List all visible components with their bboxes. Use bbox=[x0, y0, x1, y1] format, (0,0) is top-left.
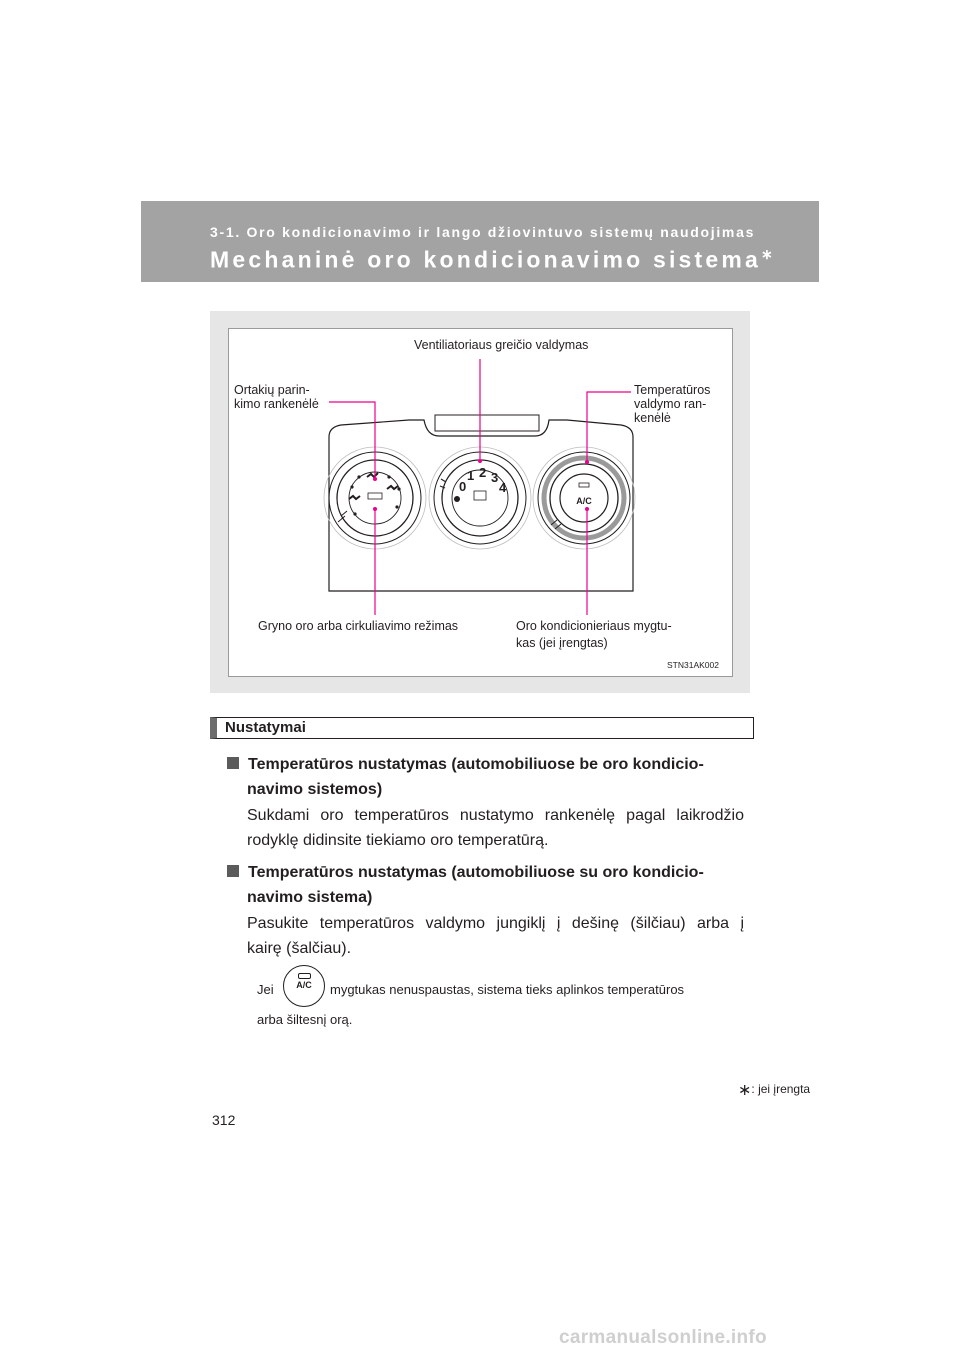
fan-pos-4: 4 bbox=[499, 480, 507, 495]
vent-mode-label-1: Ortakių parin- bbox=[234, 383, 310, 397]
note-prefix: Jei bbox=[257, 982, 274, 997]
ac-button-label-1: Oro kondicionieriaus mygtu- bbox=[516, 619, 672, 633]
watermark: carmanualsonline.info bbox=[559, 1327, 767, 1348]
note-text: mygtukas nenuspaustas, sistema tieks aplinkos temperatūros bbox=[330, 982, 685, 997]
temp-label-3: kenėlė bbox=[634, 411, 671, 425]
ac-button-label-2: kas (jei įrengtas) bbox=[516, 636, 608, 650]
fan-pos-3: 3 bbox=[491, 470, 499, 485]
section-header bbox=[210, 717, 754, 739]
page-number: 312 bbox=[212, 1112, 236, 1128]
temp-label-2: valdymo ran- bbox=[634, 397, 707, 411]
temp-label-1: Temperatūros bbox=[634, 383, 711, 397]
footnote-asterisk: ∗ bbox=[738, 1082, 752, 1099]
title-asterisk: ∗ bbox=[761, 246, 773, 262]
vent-mode-label-2: kimo rankenėlė bbox=[234, 397, 319, 411]
figure-code: STN31AK002 bbox=[667, 660, 719, 670]
figure-ac-label: A/C bbox=[576, 496, 592, 506]
item-1-text-line-1: Sukdami oro temperatūros nustatymo rankenėlę pagal laikrodžio bbox=[247, 807, 744, 824]
ac-button-icon bbox=[283, 965, 325, 1007]
item-2-heading-line-1: Temperatūros nustatymas (automobiliuose su oro kondicio- bbox=[227, 860, 704, 885]
fan-speed-label: Ventiliatoriaus greičio valdymas bbox=[414, 338, 589, 352]
section-title: Nustatymai bbox=[225, 719, 306, 736]
note-text-line-2: arba šiltesnį orą. bbox=[257, 1012, 353, 1027]
fan-pos-0: 0 bbox=[459, 479, 467, 494]
ac-panel-figure bbox=[228, 328, 733, 677]
item-1-text-line-2: rodyklę didinsite tiekiamo oro temperatūrą. bbox=[247, 832, 549, 849]
item-2-text-line-1: Pasukite temperatūros valdymo jungiklį į dešinę (šilčiau) arba į bbox=[247, 915, 744, 932]
fan-pos-2: 2 bbox=[479, 465, 487, 480]
ac-button-icon-label: A/C bbox=[296, 980, 312, 990]
item-1-heading-line-2: navimo sistemos) bbox=[247, 781, 383, 798]
item-2-text-line-2: kairę (šalčiau). bbox=[247, 940, 352, 957]
item-1-heading-line-1: Temperatūros nustatymas (automobiliuose be oro kondicio- bbox=[227, 752, 704, 777]
item-2-heading-line-2: navimo sistema) bbox=[247, 889, 373, 906]
bullet-square-icon bbox=[227, 865, 239, 877]
fan-pos-1: 1 bbox=[467, 468, 475, 483]
section-path: 3-1. Oro kondicionavimo ir lango džiovintuvo sistemų naudojimas bbox=[210, 224, 756, 240]
recirc-label: Gryno oro arba cirkuliavimo režimas bbox=[258, 619, 459, 633]
page-title: Mechaninė oro kondicionavimo sistema∗ bbox=[210, 246, 773, 273]
bullet-square-icon bbox=[227, 757, 239, 769]
footnote bbox=[738, 1080, 810, 1100]
footnote-text: : jei įrengta bbox=[751, 1082, 811, 1096]
